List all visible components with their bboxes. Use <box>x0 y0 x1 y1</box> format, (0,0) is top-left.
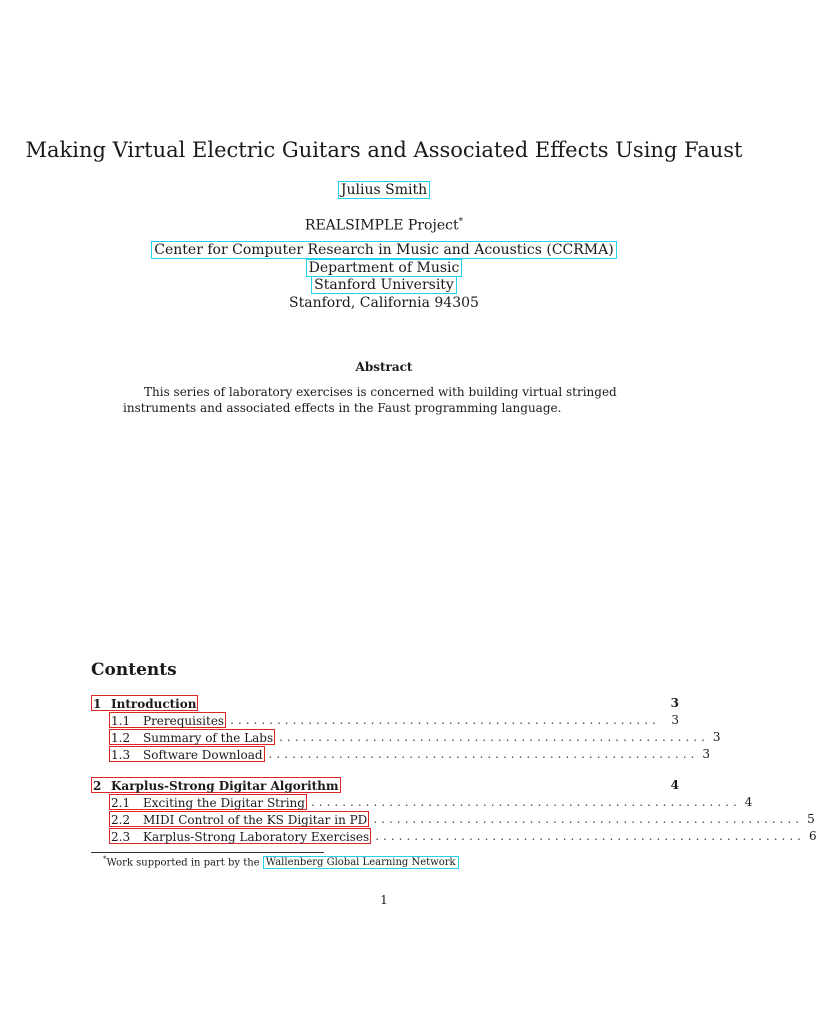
toc-page: 3 <box>670 696 679 710</box>
toc-subsection-1-2: 1.2 Summary of the Labs ....................................................... 3 <box>111 730 721 745</box>
toc-subsection-1-1: 1.1 Prerequisites ....................................................... 3 <box>111 713 679 728</box>
affiliation-university <box>0 277 768 293</box>
footnote-rule <box>91 852 324 853</box>
toc-subsection-2-3: 2.3 Karplus-Strong Laboratory Exercises ....................................................... 6 <box>111 829 817 844</box>
toc-page: 6 <box>808 829 817 843</box>
toc-section-1 <box>91 695 679 711</box>
toc-page: 4 <box>670 778 679 792</box>
department-link[interactable]: Department of Music <box>306 259 463 277</box>
author-name <box>0 182 768 198</box>
project-name: REALSIMPLE Project <box>304 217 459 234</box>
project-line <box>0 217 768 234</box>
affiliation-address: Stanford, California 94305 <box>289 295 479 311</box>
contents-heading: Contents <box>91 660 177 680</box>
toc-link-prerequisites[interactable]: 1.1 Prerequisites <box>111 714 225 728</box>
toc-link-karplus-strong[interactable]: 2 Karplus-Strong Digitar Algorithm <box>93 779 339 793</box>
toc-page: 3 <box>671 713 679 727</box>
toc-link-software-download[interactable]: 1.3 Software Download <box>111 748 263 762</box>
toc-link-introduction[interactable]: 1 Introduction <box>93 697 197 711</box>
page-number: 1 <box>380 893 388 907</box>
paper-title: Making Virtual Electric Guitars and Associated Effects Using Faust <box>25 138 743 162</box>
university-link[interactable]: Stanford University <box>311 276 457 294</box>
toc-page: 3 <box>702 747 710 761</box>
toc-page: 4 <box>744 795 753 809</box>
toc-subsection-2-1: 2.1 Exciting the Digitar String ....................................................... 4 <box>111 795 753 810</box>
footnote-mark: * <box>103 855 107 863</box>
affiliation-ccrma <box>0 242 768 258</box>
toc-link-summary-of-labs[interactable]: 1.2 Summary of the Labs <box>111 731 274 745</box>
toc-link-midi-control[interactable]: 2.2 MIDI Control of the KS Digitar in PD <box>111 813 368 827</box>
toc-subsection-1-3: 1.3 Software Download ....................................................... 3 <box>111 747 710 762</box>
affiliation-department <box>0 260 768 276</box>
footnote <box>103 855 459 868</box>
abstract-heading: Abstract <box>355 360 413 374</box>
author-link[interactable]: Julius Smith <box>338 181 430 199</box>
footnote-text: Work supported in part by the <box>106 857 260 869</box>
toc-page: 5 <box>807 812 815 826</box>
toc-link-exciting-string[interactable]: 2.1 Exciting the Digitar String <box>111 796 305 810</box>
wallenberg-link[interactable]: Wallenberg Global Learning Network <box>263 856 459 869</box>
toc-subsection-2-2: 2.2 MIDI Control of the KS Digitar in PD ....................................................... 5 <box>111 812 815 827</box>
ccrma-link[interactable]: Center for Computer Research in Music and Acoustics (CCRMA) <box>151 241 616 259</box>
toc-link-lab-exercises[interactable]: 2.3 Karplus-Strong Laboratory Exercises <box>111 830 370 844</box>
project-footnote-mark[interactable]: * <box>458 217 464 227</box>
abstract-text: This series of laboratory exercises is concerned with building virtual stringed instruments and associated effects in the Faust programming language. <box>123 385 617 415</box>
toc-section-2 <box>91 777 679 793</box>
toc-page: 3 <box>712 730 721 744</box>
